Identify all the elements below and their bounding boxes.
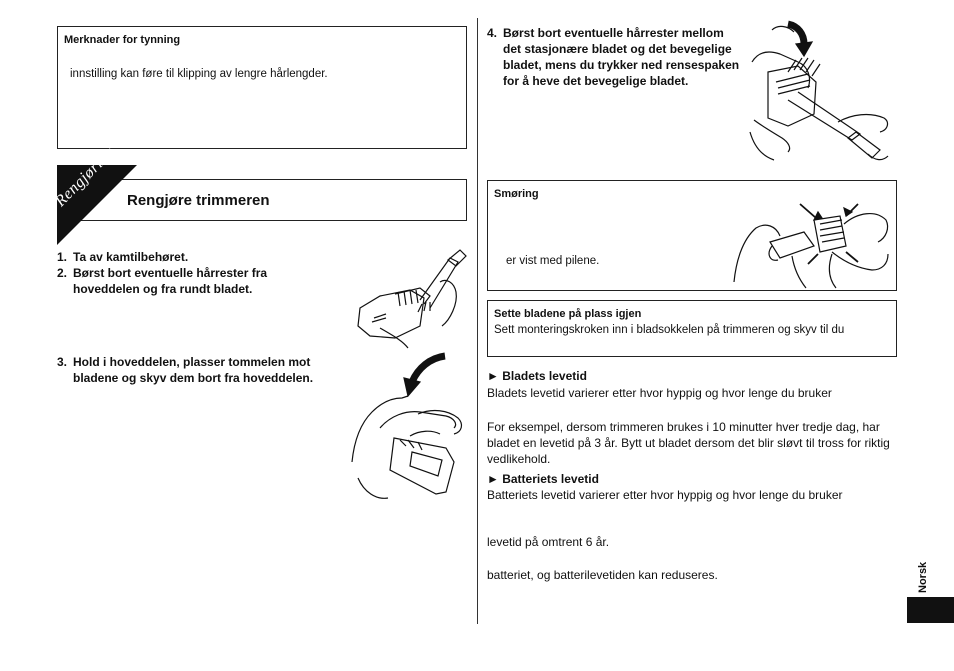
step-3 xyxy=(57,354,357,386)
step-2-text: Børst bort eventuelle hårrester fra hoveddelen og fra rundt bladet. xyxy=(73,266,268,296)
step-1-text: Ta av kamtilbehøret. xyxy=(73,250,189,264)
blade-life-paragraph: For eksempel, dersom trimmeren brukes i 10 minutter hver tredje dag, har bladet en levetid på 3 år. Bytt ut bladet dersom det blir sløvt til tross for riktig vedlikehold. xyxy=(487,420,890,466)
reattach-title: Sette bladene på plass igjen xyxy=(494,308,642,320)
step-4-number: 4. xyxy=(487,26,498,40)
thinning-note-text: innstilling kan føre til klipping av lengre hårlengder. xyxy=(70,68,328,80)
lubrication-text: er vist med pilene. xyxy=(506,255,600,267)
step-3-number: 3. xyxy=(57,355,68,369)
step-1 xyxy=(57,249,337,265)
blade-life-heading: ► Bladets levetid xyxy=(487,369,587,383)
step-2 xyxy=(57,265,329,297)
thinning-note-box xyxy=(57,26,467,149)
brush-between-blades-illustration xyxy=(748,22,893,172)
lubrication-title: Smøring xyxy=(494,188,539,200)
section-heading: Rengjøre trimmeren xyxy=(127,192,270,209)
step-1-number: 1. xyxy=(57,250,68,264)
language-tab-block xyxy=(907,597,954,623)
step-3-text: Hold i hoveddelen, plasser tommelen mot bladene og skyv dem bort fra hoveddelen. xyxy=(73,355,314,385)
language-label: Norsk xyxy=(917,561,929,593)
thinning-note-title: Merknader for tynning xyxy=(64,34,181,46)
push-blades-illustration xyxy=(350,352,468,502)
section-tab-label: Rengjøring xyxy=(52,143,119,211)
step-2-number: 2. xyxy=(57,266,68,280)
battery-life-line3: batteriet, og batterilevetiden kan reduseres. xyxy=(487,568,718,582)
battery-life-heading: ► Batteriets levetid xyxy=(487,472,599,486)
oil-blade-illustration xyxy=(732,202,892,290)
battery-life-line2: levetid på omtrent 6 år. xyxy=(487,535,610,549)
blade-life-line1: Bladets levetid varierer etter hvor hyppig og hvor lenge du bruker xyxy=(487,386,832,400)
battery-life-line1: Batteriets levetid varierer etter hvor hyppig og hvor lenge du bruker xyxy=(487,488,843,502)
brush-main-unit-illustration xyxy=(350,248,468,353)
column-divider xyxy=(477,18,478,624)
reattach-box xyxy=(487,300,897,357)
reattach-text: Sett monteringskroken inn i bladsokkelen på trimmeren og skyv til du xyxy=(494,324,845,336)
step-4-text: Børst bort eventuelle hårrester mellom det stasjonære bladet og det bevegelige bladet, mens du trykker ned rensespaken for å heve det bevegelige bladet. xyxy=(503,26,740,88)
step-4 xyxy=(487,25,742,89)
